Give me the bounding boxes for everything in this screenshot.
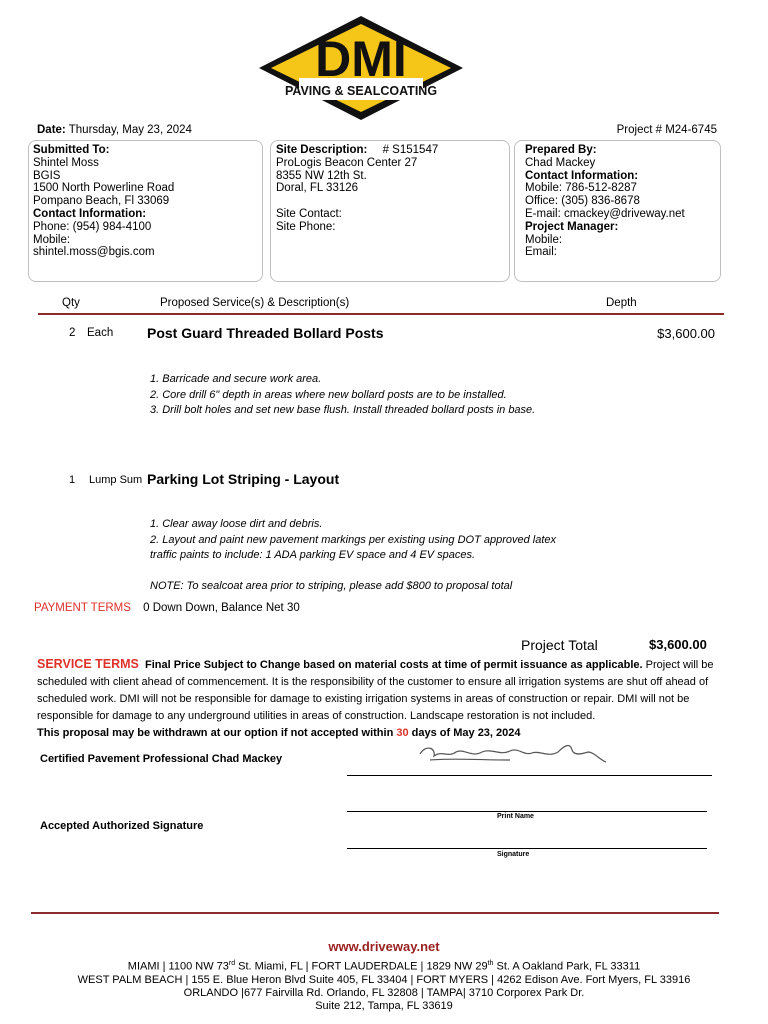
- date-value: Thursday, May 23, 2024: [68, 124, 192, 136]
- footer-line-1: MIAMI | 1100 NW 73rd St. Miami, FL | FORT LAUDERDALE | 1829 NW 29th St. A Oakland Park, FL 33311: [127, 960, 641, 973]
- handwritten-signature: [412, 740, 612, 770]
- footer-rule: [31, 912, 719, 914]
- certified-label: Certified Pavement Professional Chad Mackey: [40, 753, 283, 765]
- header-rule: [38, 313, 724, 315]
- project-manager-email: Email:: [525, 246, 557, 259]
- service-1-unit: Each: [87, 327, 114, 339]
- submitted-to-contact-heading: Contact Information:: [33, 207, 147, 220]
- service-2-unit: Lump Sum: [89, 474, 143, 486]
- website-link[interactable]: www.driveway.net: [328, 939, 440, 954]
- submitted-to-name: Shintel Moss: [33, 156, 99, 169]
- service-2-steps: [150, 517, 556, 595]
- service-terms: [37, 656, 727, 742]
- service-2-note: NOTE: To sealcoat area prior to striping, please add $800 to proposal total: [150, 580, 513, 592]
- column-depth: Depth: [606, 297, 637, 309]
- prepared-by-contact-heading: Contact Information:: [525, 169, 639, 182]
- certified-signature-line: [347, 775, 712, 776]
- column-qty: Qty: [62, 297, 80, 309]
- print-name-label: Print Name: [497, 813, 534, 820]
- service-1-step: 2. Core drill 6" depth in areas where new bollard posts are to be installed.: [150, 388, 507, 401]
- site-street: 8355 NW 12th St.: [276, 169, 367, 182]
- prepared-by-name: Chad Mackey: [525, 156, 596, 169]
- site-heading: Site Description:: [276, 144, 368, 156]
- submitted-to-company: BGIS: [33, 169, 61, 182]
- site-description-box: [270, 140, 510, 282]
- service-2-title: Parking Lot Striping - Layout: [147, 471, 340, 487]
- service-2-qty: 1: [69, 474, 76, 486]
- service-terms-label: SERVICE TERMS: [37, 657, 139, 671]
- service-2-step: [150, 564, 556, 580]
- project-number: Project # M24-6745: [616, 124, 717, 136]
- service-1-steps: [150, 372, 535, 419]
- logo-graphic: [255, 14, 467, 122]
- service-2-step: 1. Clear away loose dirt and debris.: [150, 518, 323, 530]
- service-2-step: 2. Layout and paint new pavement markings per existing using DOT approved latex: [150, 533, 557, 546]
- logo-tagline: PAVING & SEALCOATING: [284, 84, 438, 98]
- payment-terms-label: PAYMENT TERMS: [34, 602, 131, 614]
- service-1-step: 1. Barricade and secure work area.: [150, 373, 322, 385]
- footer-addresses: [0, 957, 768, 1013]
- service-1-qty: 2: [69, 327, 76, 339]
- print-name-line: [347, 811, 707, 812]
- submitted-to-phone: Phone: (954) 984-4100: [33, 220, 152, 233]
- project-manager-heading: Project Manager:: [525, 220, 619, 233]
- submitted-to-city: Pompano Beach, Fl 33069: [33, 195, 170, 208]
- project-manager-mobile: Mobile:: [525, 233, 563, 246]
- date-line: [37, 124, 192, 136]
- prepared-by-box: [514, 140, 721, 282]
- submitted-to-mobile: Mobile:: [33, 233, 71, 246]
- service-1-price: $3,600.00: [657, 326, 715, 341]
- withdraw-date: days of May 23, 2024: [411, 727, 521, 739]
- company-logo: [255, 14, 467, 122]
- submitted-to-street: 1500 North Powerline Road: [33, 182, 175, 195]
- signature-line: [347, 848, 707, 849]
- footer-line-2: WEST PALM BEACH | 155 E. Blue Heron Blvd Suite 405, FL 33404 | FORT MYERS | 4262 Edison Ave. Fort Myers, FL 33916: [77, 973, 691, 986]
- site-number: # S151547: [382, 144, 439, 156]
- site-contact: Site Contact:: [276, 207, 342, 220]
- prepared-by-email: E-mail: cmackey@driveway.net: [525, 207, 685, 220]
- submitted-to-box: [28, 140, 263, 282]
- payment-terms-value: 0 Down Down, Balance Net 30: [143, 602, 300, 614]
- withdraw-days: 30: [396, 727, 409, 739]
- footer-line-3: ORLANDO |677 Fairvilla Rd. Orlando, FL 32808 | TAMPA| 3710 Corporex Park Dr.: [183, 986, 585, 999]
- prepared-by-mobile: Mobile: 786-512-8287: [525, 182, 637, 195]
- footer-line-4: Suite 212, Tampa, FL 33619: [315, 999, 453, 1012]
- prepared-by-office: Office: (305) 836-8678: [525, 195, 640, 208]
- date-label: Date:: [37, 124, 66, 136]
- accepted-signature-label: Accepted Authorized Signature: [40, 820, 204, 832]
- payment-terms: [34, 602, 300, 614]
- submitted-to-heading: Submitted To:: [33, 144, 110, 156]
- service-terms-text: Project will be scheduled with client ahead of commencement. It is the responsibility of the customer to ensure all irrigation systems are shut off ahead of scheduled work. DMI will not be responsible for damage to existing irrigation systems in areas of construction or repair. DMI will not be responsible for damage to any underground utilities in areas of construction. Landscape restoration is not included.: [37, 659, 714, 722]
- prepared-by-heading: Prepared By:: [525, 144, 597, 156]
- submitted-to-email: shintel.moss@bgis.com: [33, 246, 155, 259]
- withdraw-text: This proposal may be withdrawn at our option if not accepted within: [37, 727, 394, 739]
- site-city: Doral, FL 33126: [276, 182, 359, 195]
- project-total-value: $3,600.00: [649, 637, 707, 652]
- site-heading-row: [276, 144, 438, 157]
- site-name: ProLogis Beacon Center 27: [276, 156, 418, 169]
- service-2-step: traffic paints to include: 1 ADA parking EV space and 4 EV spaces.: [150, 549, 476, 561]
- site-phone: Site Phone:: [276, 220, 336, 233]
- service-1-step: 3. Drill bolt holes and set new base flush. Install threaded bollard posts in base.: [150, 404, 536, 416]
- service-terms-bold: Final Price Subject to Change based on material costs at time of permit issuance as applicable.: [145, 659, 643, 671]
- service-1-title: Post Guard Threaded Bollard Posts: [147, 325, 384, 341]
- logo-brand: DMI: [315, 31, 407, 87]
- column-description: Proposed Service(s) & Description(s): [160, 297, 350, 309]
- signature-label: Signature: [497, 851, 530, 858]
- project-total-label: Project Total: [521, 637, 598, 653]
